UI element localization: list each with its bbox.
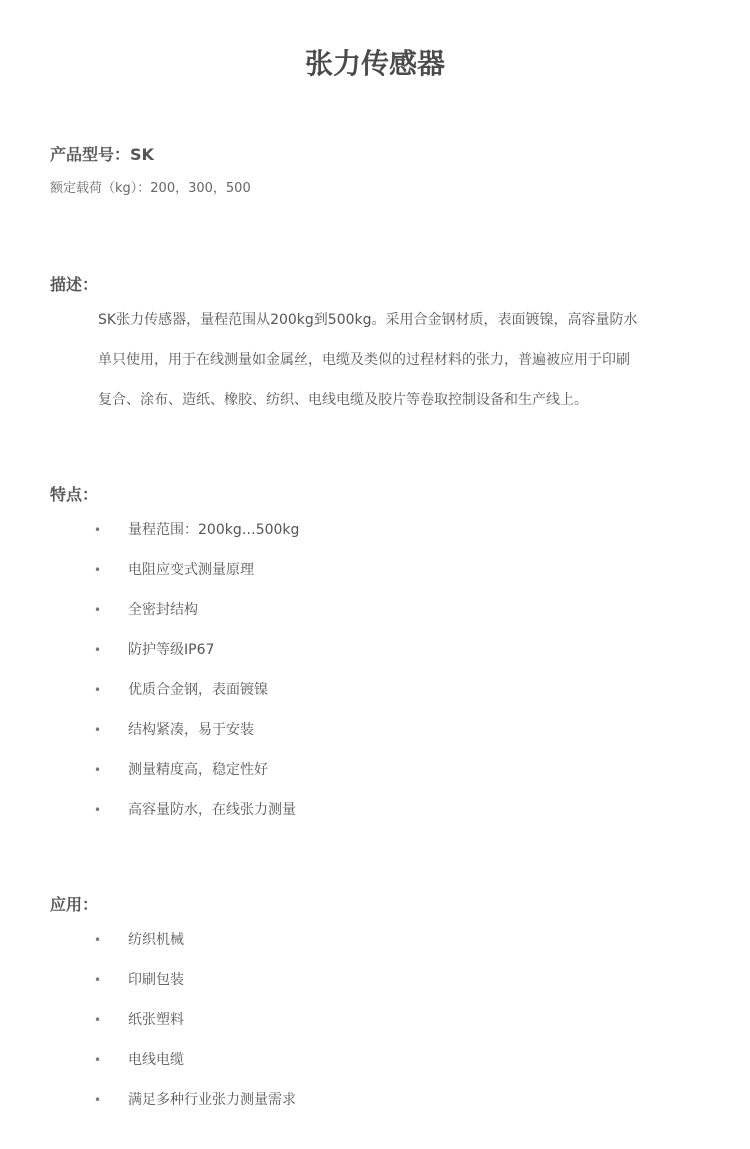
description-line: SK张力传感器，量程范围从200kg到500kg。采用合金钢材质，表面镀镍，高容量防水 xyxy=(98,312,638,328)
feature-text: 电阻应变式测量原理 xyxy=(128,562,254,578)
description-text xyxy=(98,300,668,420)
bullet-icon: • xyxy=(94,603,102,617)
bullet-icon: • xyxy=(94,683,102,697)
bullet-icon: • xyxy=(94,763,102,777)
bullet-icon: • xyxy=(94,1053,102,1067)
feature-text: 测量精度高，稳定性好 xyxy=(128,762,268,778)
feature-text: 优质合金钢，表面镀镍 xyxy=(128,682,268,698)
bullet-icon: • xyxy=(94,933,102,947)
description-line: 单只使用，用于在线测量如金属丝，电缆及类似的过程材料的张力，普遍被应用于印刷 xyxy=(98,352,630,368)
bullet-icon: • xyxy=(94,1093,102,1107)
application-text: 纺织机械 xyxy=(128,932,184,948)
bullet-icon: • xyxy=(94,723,102,737)
description-line: 复合、涂布、造纸、橡胶、纺织、电线电缆及胶片等卷取控制设备和生产线上。 xyxy=(98,392,588,408)
bullet-icon: • xyxy=(94,563,102,577)
feature-text: 结构紧凑，易于安装 xyxy=(128,722,254,738)
bullet-icon: • xyxy=(94,523,102,537)
bullet-icon: • xyxy=(94,803,102,817)
application-text: 满足多种行业张力测量需求 xyxy=(128,1092,296,1108)
application-text: 印刷包装 xyxy=(128,972,184,988)
feature-text: 量程范围：200kg…500kg xyxy=(128,522,300,538)
feature-text: 防护等级IP67 xyxy=(128,642,215,658)
page-title: 张力传感器 xyxy=(304,47,445,80)
application-text: 电线电缆 xyxy=(128,1052,184,1068)
bullet-icon: • xyxy=(94,1013,102,1027)
description-heading: 描述： xyxy=(50,275,99,294)
application-text: 纸张塑料 xyxy=(128,1012,184,1028)
product-model: 产品型号：SK xyxy=(50,145,154,164)
bullet-icon: • xyxy=(94,973,102,987)
feature-text: 全密封结构 xyxy=(128,602,198,618)
rated-load: 额定载荷（kg）：200，300，500 xyxy=(50,181,251,196)
features-heading: 特点： xyxy=(50,485,99,504)
bullet-icon: • xyxy=(94,643,102,657)
applications-heading: 应用： xyxy=(50,895,99,914)
feature-text: 高容量防水，在线张力测量 xyxy=(128,802,296,818)
